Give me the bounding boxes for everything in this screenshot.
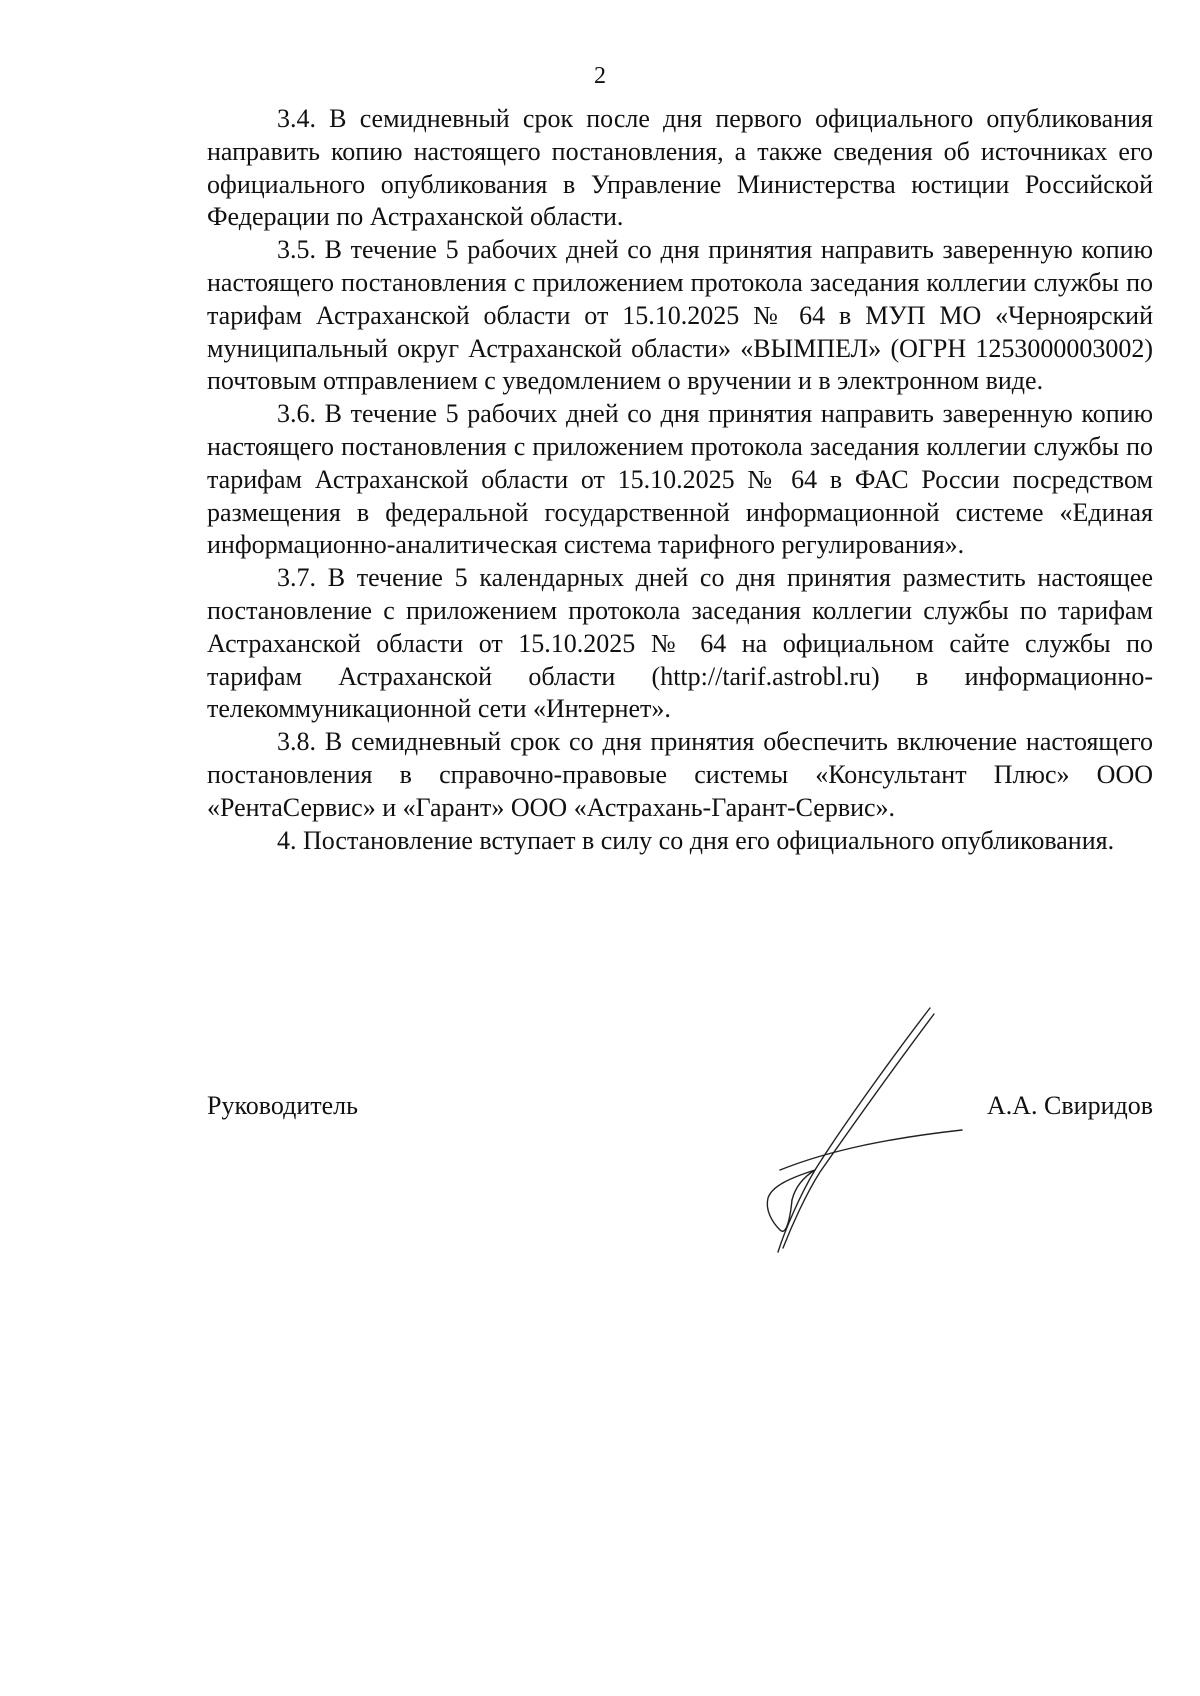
- signatory-title: Руководитель: [207, 1091, 358, 1120]
- handwritten-signature-icon: [720, 1000, 980, 1260]
- page-number: 2: [594, 63, 606, 89]
- paragraph-4: 4. Постановление вступает в силу со дня его официального опубликования.: [277, 825, 1115, 855]
- signatory-name: А.А. Свиридов: [986, 1091, 1153, 1120]
- paragraph-3-5: 3.5. В течение 5 рабочих дней со дня принятия направить заверенную копию настоящего постановления с приложением протокола заседания коллегии службы по тарифам Астраханской области от 15.10.2025 № 64 в МУП МО «Черноярский муниципальный округ Астраханской области» «ВЫМПЕЛ» (ОГРН 1253000003002) почтовым отправлением с уведомлением о вручении и в электронном виде.: [207, 235, 1153, 396]
- paragraph-3-8: 3.8. В семидневный срок со дня принятия обеспечить включение настоящего постановления в справочно-правовые системы «Консультант Плюс» ООО «РентаСервис» и «Гарант» ООО «Астрахань-Гарант-Сервис».: [207, 727, 1153, 822]
- document-body: [207, 103, 1153, 857]
- paragraph-3-6: 3.6. В течение 5 рабочих дней со дня принятия направить заверенную копию настоящего постановления с приложением протокола заседания коллегии службы по тарифам Астраханской области от 15.10.2025 № 64 в ФАС России посредством размещения в федеральной государственной информационной системе «Единая информационно-аналитическая система тарифного регулирования».: [207, 399, 1153, 560]
- paragraph-3-4: 3.4. В семидневный срок после дня первого официального опубликования направить копию настоящего постановления, а также сведения об источниках его официального опубликования в Управление Министерства юстиции Российской Федерации по Астраханской области.: [207, 104, 1153, 232]
- paragraph-3-7: 3.7. В течение 5 календарных дней со дня принятия разместить настоящее постановление с приложением протокола заседания коллегии службы по тарифам Астраханской области от 15.10.2025 № 64 на официальном сайте службы по тарифам Астраханской области (http://tarif.astrobl.ru) в информационно-телекоммуникационной сети «Интернет».: [207, 563, 1153, 724]
